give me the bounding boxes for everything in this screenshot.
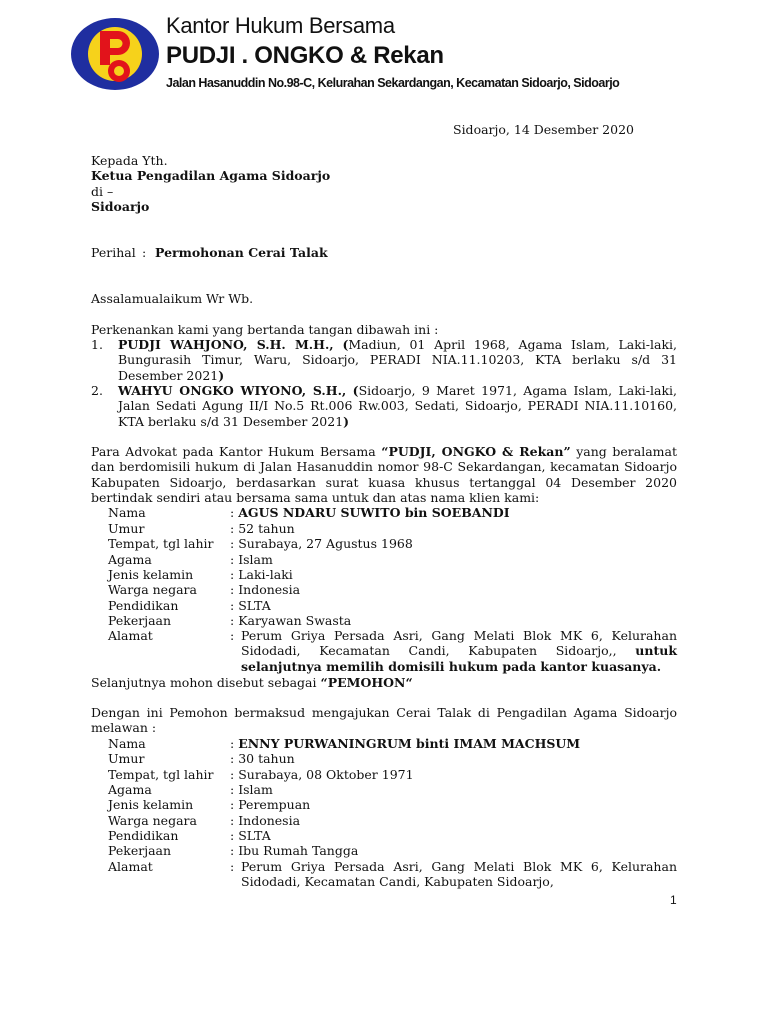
- field-label: Agama: [108, 782, 152, 797]
- subject-text: Permohonan Cerai Talak: [155, 245, 328, 260]
- pemohon-name: AGUS NDARU SUWITO bin SOEBANDI: [238, 505, 510, 520]
- field-value: Perempuan: [238, 797, 311, 812]
- field-label: Agama: [108, 552, 152, 567]
- field-label: Pekerjaan: [108, 843, 172, 858]
- field-label: Umur: [108, 521, 145, 536]
- field-value: Islam: [238, 782, 273, 797]
- advocate-details: Madiun, 01 April 1968, Agama Islam, Laki-laki, Bungurasih Timur, Waru, Sidoarjo, PERADI NIA.11.10203, KTA berlaku s/d 31 Desember 2021: [118, 337, 677, 383]
- field-label: Jenis kelamin: [108, 567, 194, 582]
- field-label: Pendidikan: [108, 828, 179, 843]
- advocate-number: 1.: [91, 337, 103, 352]
- field-label: Warga negara: [108, 582, 197, 597]
- termohon-name: ENNY PURWANINGRUM binti IMAM MACHSUM: [238, 736, 581, 751]
- firm-name: PUDJI . ONGKO & Rekan: [166, 42, 444, 69]
- firm-logo: [70, 17, 160, 91]
- representation-paragraph: Para Advokat pada Kantor Hukum Bersama “PUDJI, ONGKO & Rekan” yang beralamat dan berdomisili hukum di Jalan Hasanuddin nomor 98-C Sekardangan, kecamatan Sidoarjo Kabupaten Sidoarjo, berdasarkan surat kuasa khusus tertanggal 04 Desember 2020 bertindak sendiri atau bersama sama untuk dan atas nama klien kami:: [91, 444, 677, 505]
- field-label: Nama: [108, 505, 146, 520]
- firm-reference: “PUDJI, ONGKO & Rekan”: [381, 444, 571, 459]
- advocate-number: 2.: [91, 383, 103, 398]
- pemohon-address: Perum Griya Persada Asri, Gang Melati Blok MK 6, Kelurahan Sidodadi, Kecamatan Candi, Kabupaten Sidoarjo,, untuk selanjutnya memilih domisili hukum pada kantor kuasanya.: [241, 628, 677, 674]
- recipient-di: di –: [91, 184, 114, 199]
- field-label: Tempat, tgl lahir: [108, 536, 214, 551]
- field-label: Pekerjaan: [108, 613, 172, 628]
- field-label: Jenis kelamin: [108, 797, 194, 812]
- field-label: Tempat, tgl lahir: [108, 767, 214, 782]
- field-label: Alamat: [108, 859, 153, 874]
- advocate-entry: WAHYU ONGKO WIYONO, S.H., (Sidoarjo, 9 Maret 1971, Agama Islam, Laki-laki, Jalan Sedati Agung II/I No.5 Rt.006 Rw.003, Sedati, Sidoarjo, PERADI NIA.11.10160, KTA berlaku s/d 31 Desember 2021): [118, 383, 677, 429]
- letter-date: Sidoarjo, 14 Desember 2020: [453, 122, 634, 137]
- advocate-name: WAHYU ONGKO WIYONO, S.H.,: [118, 383, 347, 398]
- field-value: Laki-laki: [238, 567, 293, 582]
- field-value: Indonesia: [238, 582, 301, 597]
- recipient-greeting: Kepada Yth.: [91, 153, 168, 168]
- advocate-details: Sidoarjo, 9 Maret 1971, Agama Islam, Laki-laki, Jalan Sedati Agung II/I No.5 Rt.006 Rw.003, Sedati, Sidoarjo, PERADI NIA.11.10160, KTA berlaku s/d 31 Desember 2021: [118, 383, 677, 429]
- pemohon-designation: Selanjutnya mohon disebut sebagai “PEMOHON“: [91, 675, 413, 690]
- field-value: Islam: [238, 552, 273, 567]
- field-value: Surabaya, 27 Agustus 1968: [238, 536, 413, 551]
- firm-address: Jalan Hasanuddin No.98-C, Kelurahan Sekardangan, Kecamatan Sidoarjo, Sidoarjo: [166, 76, 620, 90]
- field-value: 30 tahun: [238, 751, 295, 766]
- firm-title: Kantor Hukum Bersama: [166, 13, 395, 38]
- field-value: Indonesia: [238, 813, 301, 828]
- intro-text: Perkenankan kami yang bertanda tangan dibawah ini :: [91, 322, 439, 337]
- recipient-city: Sidoarjo: [91, 199, 150, 214]
- petition-paragraph: Dengan ini Pemohon bermaksud mengajukan Cerai Talak di Pengadilan Agama Sidoarjo melawan :: [91, 705, 677, 736]
- field-label: Nama: [108, 736, 146, 751]
- field-label: Alamat: [108, 628, 153, 643]
- field-label: Warga negara: [108, 813, 197, 828]
- field-value: Karyawan Swasta: [238, 613, 352, 628]
- advocate-name: PUDJI WAHJONO, S.H. M.H.,: [118, 337, 334, 352]
- field-value: Ibu Rumah Tangga: [238, 843, 359, 858]
- field-value: SLTA: [238, 828, 271, 843]
- recipient-name: Ketua Pengadilan Agama Sidoarjo: [91, 168, 331, 183]
- field-label: Umur: [108, 751, 145, 766]
- subject-colon: :: [142, 245, 147, 260]
- field-value: Surabaya, 08 Oktober 1971: [238, 767, 414, 782]
- advocate-entry: PUDJI WAHJONO, S.H. M.H., (Madiun, 01 April 1968, Agama Islam, Laki-laki, Bungurasih Timur, Waru, Sidoarjo, PERADI NIA.11.10203, KTA berlaku s/d 31 Desember 2021): [118, 337, 677, 383]
- subject-label: Perihal: [91, 245, 136, 260]
- field-label: Pendidikan: [108, 598, 179, 613]
- page-number: 1: [670, 893, 677, 907]
- field-value: 52 tahun: [238, 521, 295, 536]
- salutation: Assalamualaikum Wr Wb.: [91, 291, 254, 306]
- field-value: SLTA: [238, 598, 271, 613]
- termohon-address: Perum Griya Persada Asri, Gang Melati Blok MK 6, Kelurahan Sidodadi, Kecamatan Candi, Kabupaten Sidoarjo,: [241, 859, 677, 890]
